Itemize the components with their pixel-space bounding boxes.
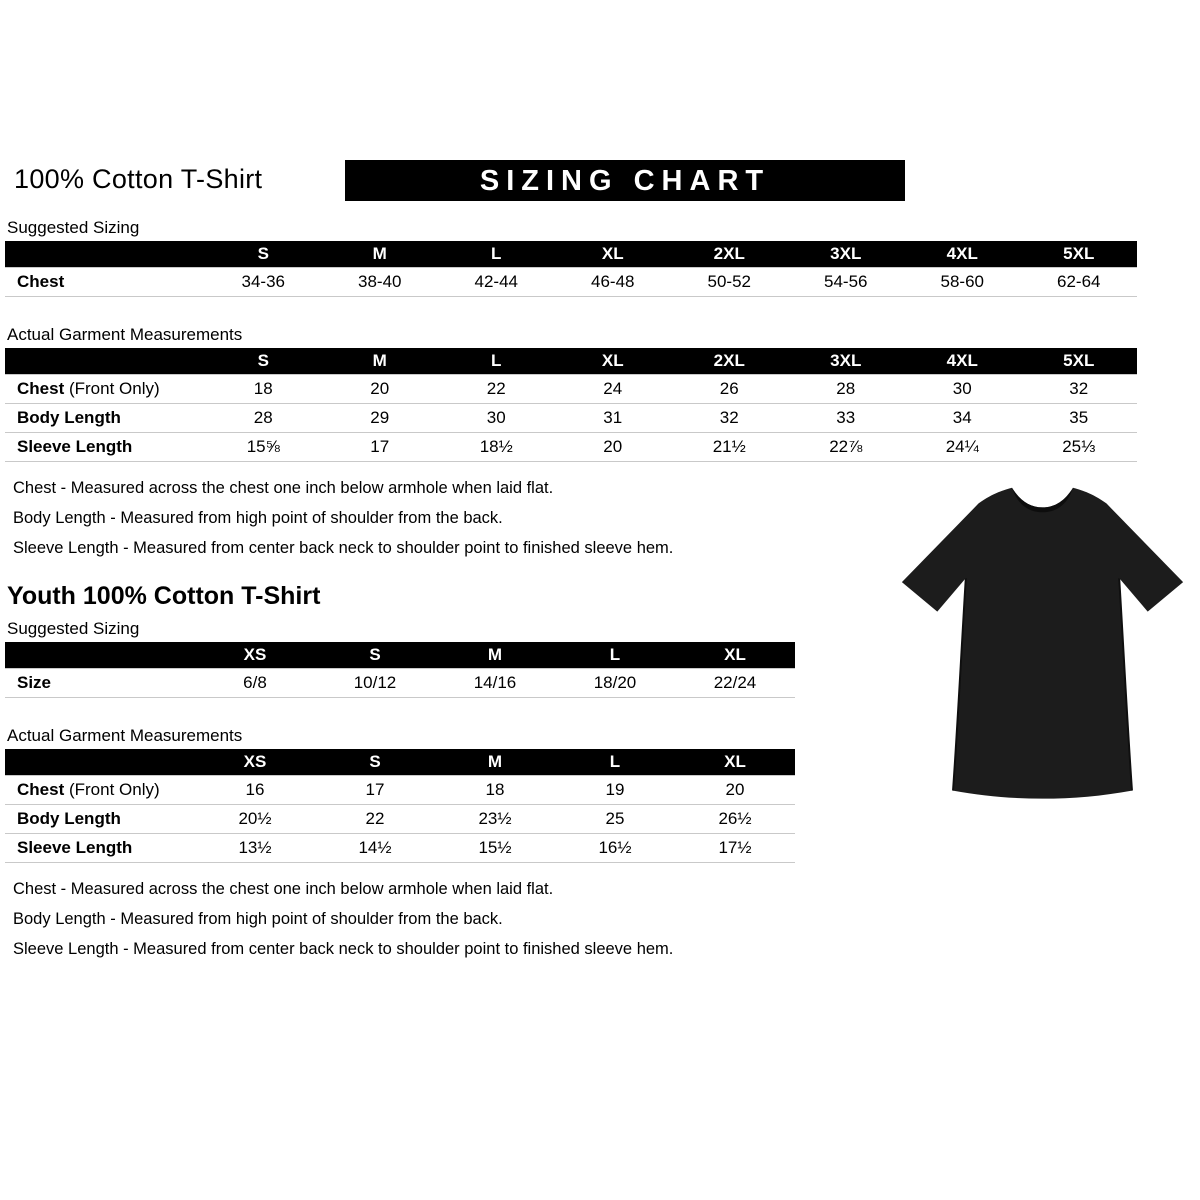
measurement-cell: 24¼ [904,433,1021,462]
row-label [5,776,195,805]
measurement-cell: 29 [322,404,439,433]
note-sleeve-length: Sleeve Length - Measured from center back neck to shoulder point to finished sleeve hem. [13,539,674,557]
col-header: 2XL [671,241,788,268]
table-row [5,776,795,805]
header-row [5,749,795,776]
measurement-cell: 25 [555,805,675,834]
table-row [5,404,1137,433]
col-header: S [205,348,322,375]
measurement-cell: 32 [1021,375,1138,404]
adult-suggested-sizing-table [5,241,1137,297]
col-header: 4XL [904,241,1021,268]
adult-header-row [5,160,1195,210]
measurement-cell: 16 [195,776,315,805]
col-header: L [555,749,675,776]
col-header: L [555,642,675,669]
table-row [5,834,795,863]
adult-actual-measurements-table [5,348,1137,462]
col-header: L [438,348,555,375]
measurement-cell: 17 [322,433,439,462]
corner-header [5,642,195,669]
header-row [5,241,1137,268]
header-row [5,642,795,669]
measurement-cell: 26 [671,375,788,404]
col-header: XL [555,241,672,268]
measurement-cell: 14½ [315,834,435,863]
table-row [5,375,1137,404]
measurement-cell: 17½ [675,834,795,863]
measurement-cell: 20 [675,776,795,805]
youth-suggested-sizing-label: Suggested Sizing [7,619,140,638]
youth-actual-measurements-table [5,749,795,863]
adult-suggested-sizing-label: Suggested Sizing [7,218,140,237]
measurement-cell: 28 [788,375,905,404]
measurement-cell: 25⅓ [1021,433,1138,462]
row-label-suffix: (Front Only) [68,379,160,398]
youth-section-title: Youth 100% Cotton T-Shirt [7,582,321,610]
table-row [5,268,1137,297]
measurement-cell: 22 [438,375,555,404]
row-label: Sleeve Length [5,834,195,863]
measurement-cell: 20 [555,433,672,462]
measurement-cell: 6/8 [195,669,315,698]
row-label: Body Length [5,404,205,433]
measurement-cell: 24 [555,375,672,404]
col-header: M [322,241,439,268]
measurement-cell: 34 [904,404,1021,433]
measurement-cell: 22/24 [675,669,795,698]
measurement-cell: 28 [205,404,322,433]
col-header: 3XL [788,241,905,268]
measurement-cell: 62-64 [1021,268,1138,297]
col-header: 5XL [1021,348,1138,375]
col-header: XS [195,642,315,669]
measurement-cell: 22⅞ [788,433,905,462]
measurement-cell: 17 [315,776,435,805]
col-header: S [315,642,435,669]
col-header: 4XL [904,348,1021,375]
col-header: 3XL [788,348,905,375]
youth-suggested-sizing-table [5,642,795,698]
col-header: 5XL [1021,241,1138,268]
measurement-cell: 42-44 [438,268,555,297]
row-label-main: Chest [17,379,65,398]
note-body-length: Body Length - Measured from high point of shoulder from the back. [13,910,503,928]
row-label: Size [5,669,195,698]
col-header: M [435,642,555,669]
col-header: S [205,241,322,268]
table-row [5,433,1137,462]
measurement-cell: 35 [1021,404,1138,433]
row-label-suffix: (Front Only) [68,780,160,799]
measurement-cell: 20½ [195,805,315,834]
measurement-cell: 34-36 [205,268,322,297]
row-label: Sleeve Length [5,433,205,462]
measurement-cell: 15⅝ [205,433,322,462]
note-chest: Chest - Measured across the chest one inch below armhole when laid flat. [13,479,554,497]
col-header: XS [195,749,315,776]
header-row [5,348,1137,375]
row-label [5,375,205,404]
measurement-cell: 30 [438,404,555,433]
measurement-cell: 21½ [671,433,788,462]
col-header: XL [675,749,795,776]
corner-header [5,348,205,375]
col-header: 2XL [671,348,788,375]
row-label: Body Length [5,805,195,834]
measurement-cell: 54-56 [788,268,905,297]
measurement-cell: 18/20 [555,669,675,698]
measurement-cell: 20 [322,375,439,404]
measurement-cell: 13½ [195,834,315,863]
col-header: L [438,241,555,268]
measurement-cell: 30 [904,375,1021,404]
measurement-cell: 33 [788,404,905,433]
col-header: XL [555,348,672,375]
sizing-chart-banner: SIZING CHART [345,160,905,201]
row-label: Chest [5,268,205,297]
note-chest: Chest - Measured across the chest one inch below armhole when laid flat. [13,880,554,898]
measurement-cell: 38-40 [322,268,439,297]
measurement-cell: 32 [671,404,788,433]
measurement-cell: 26½ [675,805,795,834]
measurement-cell: 16½ [555,834,675,863]
col-header: M [322,348,439,375]
row-label-main: Chest [17,780,65,799]
table-row [5,669,795,698]
measurement-cell: 18 [435,776,555,805]
col-header: S [315,749,435,776]
col-header: M [435,749,555,776]
measurement-cell: 22 [315,805,435,834]
adult-actual-measurements-label: Actual Garment Measurements [7,325,243,344]
adult-section-title: 100% Cotton T-Shirt [14,164,263,194]
measurement-cell: 18 [205,375,322,404]
measurement-cell: 19 [555,776,675,805]
measurement-cell: 18½ [438,433,555,462]
tshirt-graphic [895,478,1190,816]
measurement-cell: 15½ [435,834,555,863]
corner-header [5,749,195,776]
measurement-cell: 23½ [435,805,555,834]
measurement-cell: 31 [555,404,672,433]
corner-header [5,241,205,268]
measurement-cell: 10/12 [315,669,435,698]
col-header: XL [675,642,795,669]
tshirt-image [895,478,1190,816]
measurement-cell: 46-48 [555,268,672,297]
youth-notes [5,879,1195,959]
measurement-cell: 14/16 [435,669,555,698]
youth-actual-measurements-label: Actual Garment Measurements [7,726,243,745]
table-row [5,805,795,834]
note-sleeve-length: Sleeve Length - Measured from center back neck to shoulder point to finished sleeve hem. [13,940,674,958]
measurement-cell: 50-52 [671,268,788,297]
note-body-length: Body Length - Measured from high point of shoulder from the back. [13,509,503,527]
measurement-cell: 58-60 [904,268,1021,297]
